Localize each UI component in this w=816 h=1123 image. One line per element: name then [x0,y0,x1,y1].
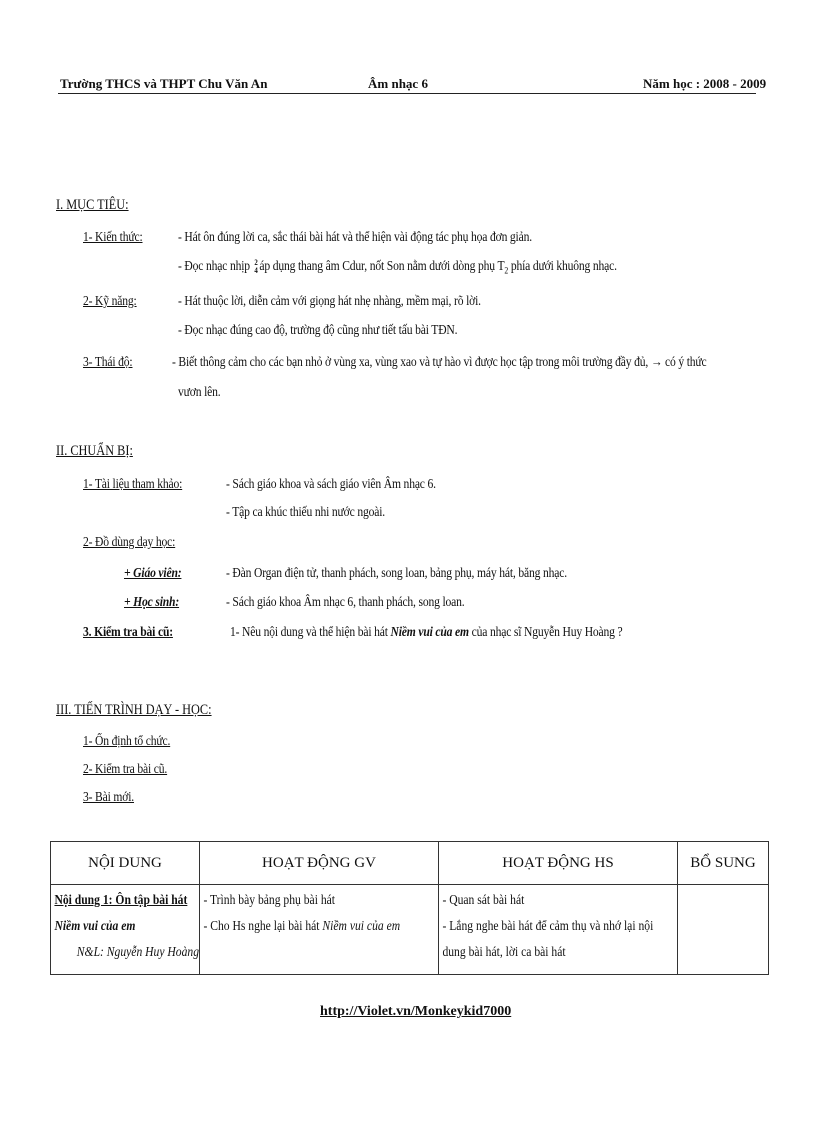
content-song: Niềm vui của em [54,918,136,933]
header-subject: Âm nhạc 6 [368,76,428,91]
attitude-label: 3- Thái độ: [83,354,133,369]
hs-line3: dung bài hát, lời ca bài hát [442,944,566,959]
time-sig-top: 2 [254,257,258,267]
extra-cell [678,885,769,975]
knowledge-line2-sub: 2 [504,265,509,276]
table-header-hs: HOẠT ĐỘNG HS [439,842,678,885]
gv-line2-pre: - Cho Hs nghe lại bài hát [203,918,320,933]
knowledge-line1: - Hát ôn đúng lời ca, sắc thái bài hát và thể hiện vài động tác phụ họa đơn giản. [178,229,532,244]
check-post: của nhạc sĩ Nguyễn Huy Hoàng ? [471,624,623,639]
hs-line2: - Lắng nghe bài hát để cảm thụ và nhớ lại nội [442,918,654,933]
knowledge-label: 1- Kiến thức: [83,229,143,244]
check-pre: 1- Nêu nội dung và thể hiện bài hát [230,624,388,639]
header-year: Năm học : 2008 - 2009 [643,76,767,91]
check-label: 3. Kiểm tra bài cũ: [83,624,173,639]
content-cell [51,885,200,975]
step1: 1- Ổn định tổ chức. [83,733,171,748]
ref-line2: - Tập ca khúc thiếu nhi nước ngoài. [226,504,386,519]
lesson-table [50,841,769,975]
time-signature [254,259,257,275]
header-school: Trường THCS và THPT Chu Văn An [60,76,268,91]
teacher-text: - Đàn Organ điện tử, thanh phách, song loan, bảng phụ, máy hát, băng nhạc. [226,565,567,580]
content-author: N&L: Nguyễn Huy Hoàng [76,944,200,959]
student-label: + Học sinh: [124,594,180,609]
hs-line1: - Quan sát bài hát [442,892,525,907]
student-text: - Sách giáo khoa Âm nhạc 6, thanh phách, song loan. [226,594,465,609]
table-row [51,885,769,975]
check-song: Niềm vui của em [390,624,469,639]
table-header-extra: BỔ SUNG [678,842,769,885]
ref-label: 1- Tài liệu tham khảo: [83,476,183,491]
footer-url[interactable]: http://Violet.vn/Monkeykid7000 [320,1004,512,1019]
attitude-line2: vươn lên. [178,384,221,399]
table-header-row [51,842,769,885]
gv-cell [200,885,439,975]
gv-line2 [200,913,405,939]
knowledge-line2-mid: áp dụng thang âm Cdur, nốt Son nằm dưới dòng phụ T [259,258,505,273]
ref-line1: - Sách giáo khoa và sách giáo viên Âm nhạc 6. [226,476,436,491]
gv-line2-song: Niềm vui của em [322,918,401,933]
step2: 2- Kiểm tra bài cũ. [83,761,168,776]
skill-line2: - Đọc nhạc đúng cao độ, trường độ cũng như tiết tấu bài TĐN. [178,322,458,337]
section2-title: II. CHUẨN BỊ: [56,443,133,459]
table-header-gv: HOẠT ĐỘNG GV [200,842,439,885]
knowledge-line2-pre: - Đọc nhạc nhịp [178,258,250,273]
hs-cell [439,885,678,975]
table-header-content: NỘI DUNG [51,842,200,885]
skill-label: 2- Kỹ năng: [83,293,137,308]
check-text [230,624,623,640]
tools-label: 2- Đồ dùng dạy học: [83,534,176,549]
teacher-label: + Giáo viên: [124,565,182,580]
gv-line1: - Trình bày bảng phụ bài hát [203,892,336,907]
content-title: Nội dung 1: Ôn tập bài hát [54,892,188,907]
step3: 3- Bài mới. [83,789,135,804]
section3-title: III. TIẾN TRÌNH DẠY - HỌC: [56,702,212,718]
header-rule [58,93,756,94]
time-sig-bottom: 4 [254,265,258,275]
attitude-line1: - Biết thông cảm cho các bạn nhỏ ở vùng xa, vùng xao và tự hào vì được học tập trong môi trường đầy đủ, → có ý thức [172,354,707,369]
knowledge-line2 [178,258,617,276]
knowledge-line2-post: phía dưới khuông nhạc. [510,258,617,273]
section1-title: I. MỤC TIÊU: [56,197,129,213]
skill-label-wrap [83,293,137,309]
skill-line1: - Hát thuộc lời, diễn cảm với giọng hát nhẹ nhàng, mềm mại, rõ lời. [178,293,481,308]
